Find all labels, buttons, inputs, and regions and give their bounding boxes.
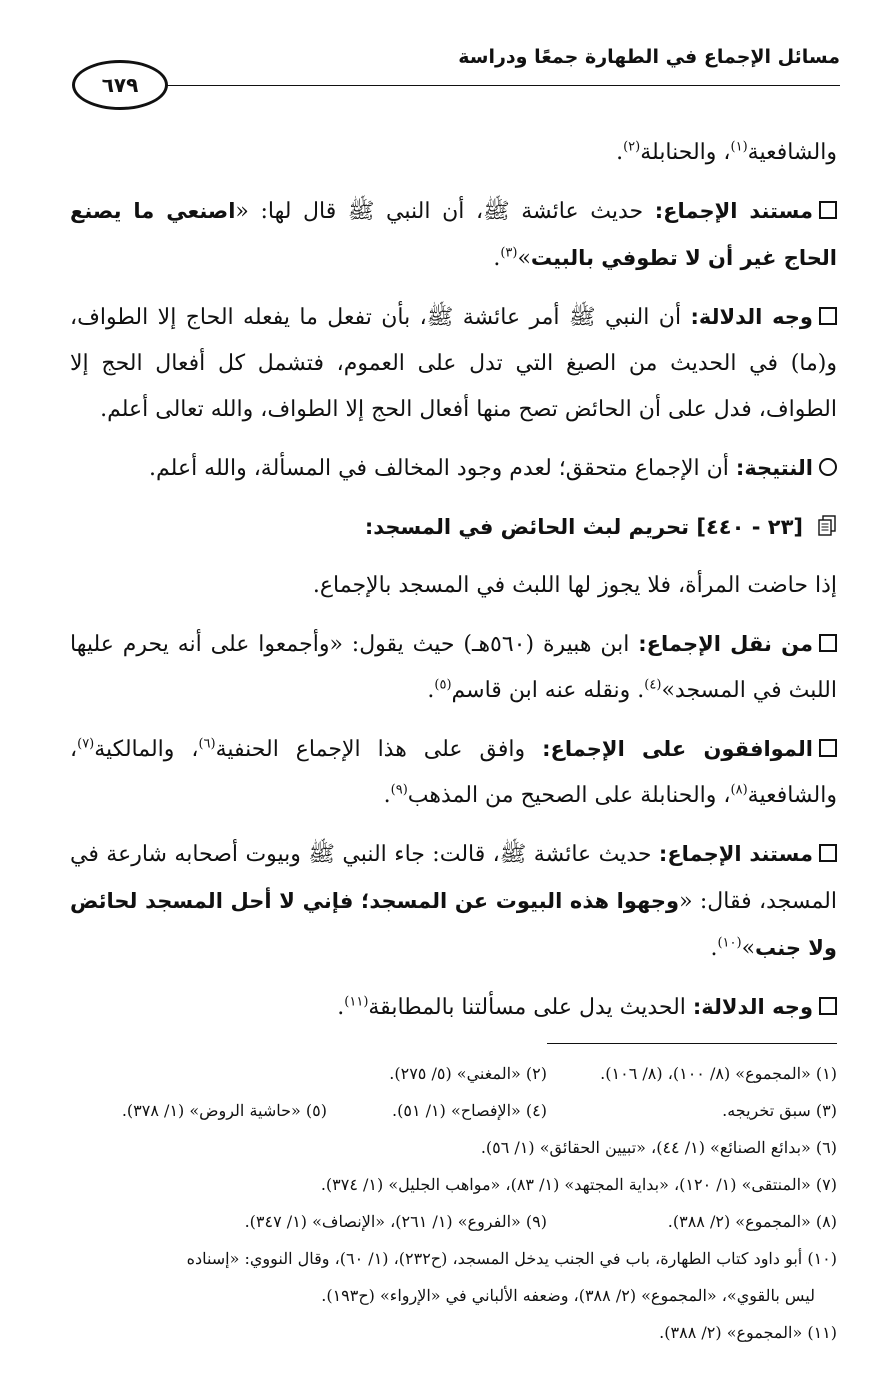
text: أن النبي ﷺ أمر عائشة ﷺ، بأن تفعل ما يفعله الحاج إلا الطواف، و(ما) في الحديث من الصيغ التي تدل على العموم، فتشمل كل أفعال الحج إلا الطواف، فدل على أن الحائض تصح منها أفعال الحج إلا الطواف، والله تعالى أعلم.: [70, 305, 837, 422]
square-bullet-icon: [819, 997, 837, 1015]
section-title: [٢٣ - ٤٤٠] تحريم لبث الحائض في المسجد:: [364, 515, 803, 539]
text: ، والمالكية: [94, 737, 199, 762]
text: الحديث يدل على مسألتنا بالمطابقة: [368, 995, 693, 1020]
text: أن الإجماع متحقق؛ لعدم وجود المخالف في المسألة، والله أعلم.: [149, 456, 736, 481]
text: .: [427, 678, 435, 703]
footnote-7: (٧) «المنتقى» (١/ ١٢٠)، «بداية المجتهد» (١/ ٨٣)، «مواهب الجليل» (١/ ٣٧٤).: [320, 1175, 837, 1194]
footnote-11: (١١) «المجموع» (٢/ ٣٨٨).: [659, 1323, 837, 1342]
footnote-ref: (٩): [390, 782, 408, 798]
paragraph-schools: [70, 130, 837, 176]
main-text: [70, 130, 837, 1035]
paragraph-label: وجه الدلالة:: [690, 305, 813, 329]
footnote-8: (٨) «المجموع» (٢/ ٣٨٨).: [667, 1212, 837, 1231]
paragraph-label: وجه الدلالة:: [692, 995, 813, 1019]
footnote-3: (٣) سبق تخريجه.: [722, 1101, 837, 1120]
text: .: [383, 783, 391, 808]
text: ، والحنابلة: [640, 140, 731, 165]
text: .: [337, 995, 345, 1020]
footnote-row: [70, 1277, 837, 1314]
footnotes: [70, 1055, 837, 1351]
footnote-ref: (٦): [198, 736, 216, 752]
text: ابن هبيرة (٥٦٠هـ) حيث يقول: «وأجمعوا على أنه يحرم عليها اللبث في المسجد»: [70, 632, 837, 703]
footnote-2: (٢) «المغني» (٥/ ٢٧٥).: [389, 1064, 547, 1083]
paragraph-agreeing: [70, 726, 837, 819]
footnote-6: (٦) «بدائع الصنائع» (١/ ٤٤)، «تبيين الحقائق» (١/ ٥٦).: [480, 1138, 837, 1157]
text: إذا حاضت المرأة، فلا يجوز لها اللبث في المسجد بالإجماع.: [312, 573, 837, 598]
footnote-5: (٥) «حاشية الروض» (١/ ٣٧٨).: [121, 1101, 327, 1120]
paragraph-label: من نقل الإجماع:: [638, 632, 813, 656]
header-rule: [155, 85, 840, 86]
square-bullet-icon: [819, 634, 837, 652]
text: وافق على هذا الإجماع الحنفية: [215, 737, 543, 762]
footnote-row: [70, 1203, 837, 1240]
circle-bullet-icon: [819, 458, 837, 476]
text: »: [517, 246, 531, 271]
footnote-1: (١) «المجموع» (٨/ ١٠٠)، (٨/ ١٠٦).: [600, 1064, 837, 1083]
footnote-ref: (١): [730, 139, 748, 155]
text: .: [493, 246, 501, 271]
footnote-10: (١٠) أبو داود كتاب الطهارة، باب في الجنب يدخل المسجد، (ح٢٣٢)، (١/ ٦٠)، وقال النووي: «إسناده: [186, 1249, 837, 1268]
footnote-row: [70, 1314, 837, 1351]
footnote-ref: (١١): [344, 994, 369, 1010]
footnote-row: [70, 1129, 837, 1166]
paragraph-label: مستند الإجماع:: [658, 842, 813, 866]
footnote-ref: (١٠): [717, 935, 742, 951]
text: حديث عائشة ﷺ، أن النبي ﷺ قال لها: «: [235, 199, 655, 224]
footnote-10-continued: ليس بالقوي»، «المجموع» (٢/ ٣٨٨)، وضعفه الألباني في «الإرواء» (ح١٩٣).: [321, 1286, 815, 1305]
text: .: [710, 936, 718, 961]
paragraph-indication-1: [70, 294, 837, 433]
section-heading: [70, 504, 837, 551]
footnote-row: [70, 1240, 837, 1277]
paragraph-label: مستند الإجماع:: [654, 199, 813, 223]
paragraph-label: الموافقون على الإجماع:: [542, 737, 813, 761]
text: حديث عائشة ﷺ، قالت: جاء النبي ﷺ وبيوت أصحابه شارعة في المسجد، فقال: «: [70, 842, 837, 914]
paragraph-result: [70, 445, 837, 492]
paragraph-evidence-1: [70, 188, 837, 282]
footnote-9: (٩) «الفروع» (١/ ٢٦١)، «الإنصاف» (١/ ٣٤٧).: [244, 1212, 547, 1231]
paragraph-ruling: [70, 563, 837, 609]
text: . ونقله عنه ابن قاسم: [451, 678, 645, 703]
paragraph-indication-2: [70, 984, 837, 1031]
text: »: [741, 936, 756, 961]
paragraph-evidence-2: [70, 831, 837, 972]
text: .: [616, 140, 624, 165]
document-stack-icon: [817, 515, 837, 537]
hadith-quote: وجهوا هذه البيوت عن المسجد؛ فإني لا أحل المسجد لحائض ولا جنب: [70, 889, 837, 960]
footnote-ref: (٨): [730, 782, 748, 798]
footnote-ref: (٣): [500, 245, 518, 261]
hadith-quote: اصنعي ما يصنع الحاج غير أن لا تطوفي بالبيت: [70, 199, 837, 270]
square-bullet-icon: [819, 739, 837, 757]
paragraph-transmitters: [70, 621, 837, 714]
page-number-badge: [72, 60, 168, 110]
square-bullet-icon: [819, 844, 837, 862]
text: والشافعية: [747, 140, 837, 165]
square-bullet-icon: [819, 307, 837, 325]
footnote-4: (٤) «الإفصاح» (١/ ٥١).: [392, 1101, 547, 1120]
footnote-row: [70, 1055, 837, 1092]
footnote-row: [70, 1092, 837, 1129]
footnote-row: [70, 1166, 837, 1203]
page-number: ٦٧٩: [101, 73, 139, 97]
footnote-ref: (٤): [644, 677, 662, 693]
footnote-ref: (٧): [77, 736, 95, 752]
footnote-ref: (٥): [434, 677, 452, 693]
square-bullet-icon: [819, 201, 837, 219]
footnote-ref: (٢): [623, 139, 641, 155]
paragraph-label: النتيجة:: [735, 456, 813, 480]
text: ، والشافعية: [70, 737, 837, 808]
footnote-separator: [547, 1043, 837, 1044]
running-header-title: مسائل الإجماع في الطهارة جمعًا ودراسة: [458, 46, 840, 68]
text: ، والحنابلة على الصحيح من المذهب: [407, 783, 731, 808]
